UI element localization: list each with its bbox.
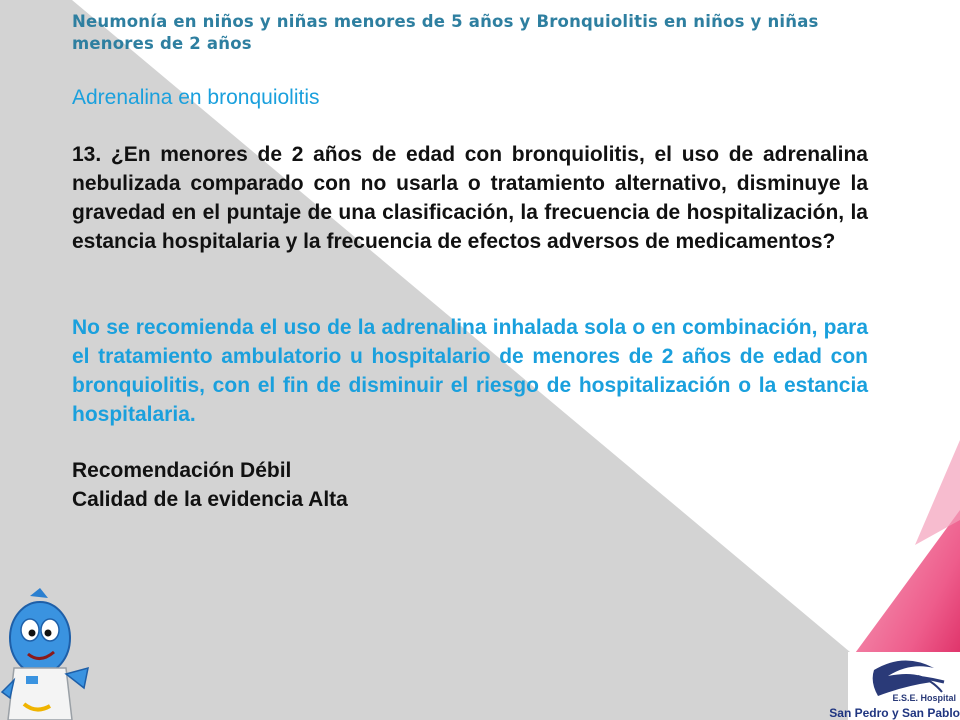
evidence-quality: Calidad de la evidencia Alta (72, 488, 348, 511)
hospital-logo (829, 652, 960, 720)
document-header-title: Neumonía en niños y niñas menores de 5 años y Bronquiolitis en niños y niñas menores de 2 años (72, 12, 819, 53)
clinical-question: 13. ¿En menores de 2 años de edad con bronquiolitis, el uso de adrenalina nebulizada comparado con no usarla o tratamiento alternativo, disminuye la gravedad en el puntaje de una clasificación, la frecuencia de hospitalización, la estancia hospitalaria y la frecuencia de efectos adversos de medicamentos? (72, 143, 868, 253)
recommendation-text: No se recomienda el uso de la adrenalina inhalada sola o en combinación, para el tratamiento ambulatorio u hospitalario de menores de 2 años de edad con bronquiolitis, con el fin de disminuir el riesgo de hospitalización o la estancia hospitalaria. (72, 316, 868, 426)
recommendation-strength: Recomendación Débil (72, 459, 292, 482)
logo-line1: E.S.E. Hospital (892, 693, 956, 703)
logo-line2: San Pedro y San Pablo (829, 706, 960, 720)
fish-mascot-icon (0, 588, 92, 720)
section-heading: Adrenalina en bronquiolitis (72, 86, 320, 109)
